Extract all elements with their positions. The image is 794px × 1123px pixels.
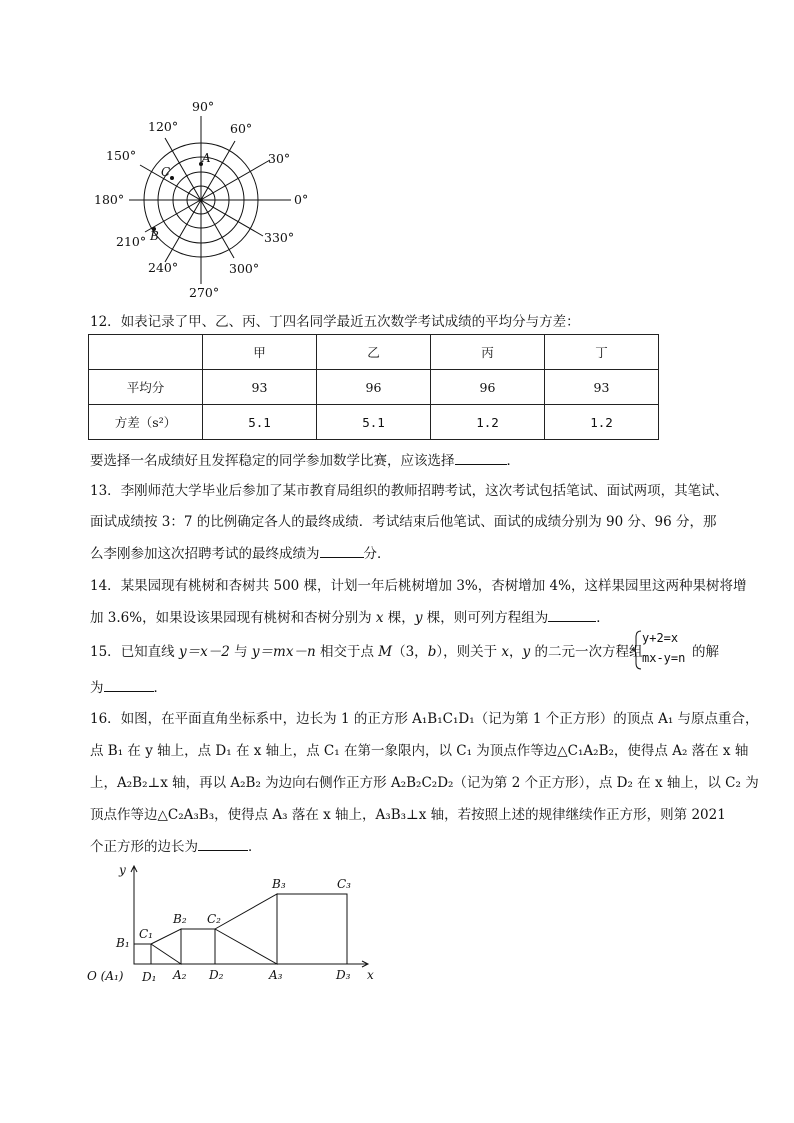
point-a-label: A: [202, 151, 211, 165]
angle-label-180: 180°: [94, 192, 125, 207]
q14-number: 14．: [90, 578, 121, 594]
q14-line1-text: 某果园现有桃树和杏树共 500 棵，计划一年后桃树增加 3%，杏树增加 4%，这样果园里这两种果树将增: [120, 578, 747, 594]
angle-label-270: 270°: [189, 285, 220, 300]
table-cell: 93: [545, 370, 659, 405]
q16-line5-end: ．: [248, 839, 262, 855]
coordinate-squares-figure: [84, 858, 384, 988]
angle-label-150: 150°: [106, 148, 137, 163]
q15-line-2: [90, 677, 167, 698]
q12-answer-blank[interactable]: [455, 450, 507, 465]
table-cell: 96: [317, 370, 431, 405]
q15-t3: 相交于点: [315, 644, 379, 660]
q12-end: ．: [506, 453, 520, 469]
q13-number: 13．: [90, 483, 121, 499]
ray-120-300: [165, 138, 234, 258]
q14-var-x: x: [375, 610, 384, 626]
table-cell: 1.2: [431, 405, 545, 440]
q15-point-m: M: [378, 644, 393, 660]
triangle-1: [151, 929, 181, 964]
q13-line2-text: 面试成绩按 3：7 的比例确定各人的最终成绩．考试结束后他笔试、面试的成绩分别为 90 分、96 分，那: [90, 514, 717, 530]
q15-var-y: y: [522, 644, 531, 660]
table-header-empty: [89, 335, 203, 370]
table-header-ding: 丁: [545, 335, 659, 370]
q14-var-y: y: [414, 610, 423, 626]
q12-answer-line: [90, 450, 520, 471]
q16-line-1: [90, 709, 759, 729]
table-header-bing: 丙: [431, 335, 545, 370]
ray-60-240: [165, 141, 235, 262]
q16-answer-blank[interactable]: [198, 836, 248, 851]
q15-b: b: [427, 644, 437, 660]
q16-line-2: [90, 741, 748, 761]
q15-t5: ），则关于: [436, 644, 502, 660]
q15-system-eq2: mx-y=n: [642, 651, 686, 665]
angle-label-90: 90°: [192, 99, 215, 114]
origin-label: O (A₁): [87, 969, 124, 983]
q12-number: 12．: [90, 314, 121, 330]
angle-label-0: 0°: [294, 192, 309, 207]
table-row-average: [89, 370, 659, 405]
point-c-dot: [170, 176, 174, 180]
point-c-label: C: [161, 165, 171, 179]
label-a3: A₃: [269, 968, 283, 982]
q16-line-5: [90, 836, 262, 857]
point-b-label: B: [150, 229, 159, 243]
table-cell: 1.2: [545, 405, 659, 440]
q15-t4: （3，: [392, 644, 428, 660]
q15-line2-end: ．: [153, 680, 167, 696]
q16-line1-text: 如图，在平面直角坐标系中，边长为 1 的正方形 A₁B₁C₁D₁（记为第 1 个正方形）的顶点 A₁ 与原点重合，: [120, 711, 759, 727]
q16-line-3: [90, 773, 759, 793]
table-header-yi: 乙: [317, 335, 431, 370]
angle-label-240: 240°: [148, 260, 179, 275]
angle-label-30: 30°: [268, 151, 291, 166]
table-cell: 93: [203, 370, 317, 405]
label-c2: C₂: [207, 912, 221, 926]
q13-line3-text: 么李刚参加这次招聘考试的最终成绩为: [90, 546, 320, 562]
q15-var-x: x: [501, 644, 510, 660]
q14-line2-text-b: 棵，: [383, 610, 415, 626]
label-c3: C₃: [337, 877, 351, 891]
q16-line2-text: 点 B₁ 在 y 轴上，点 D₁ 在 x 轴上，点 C₁ 在第一象限内，以 C₁ 为顶点作等边△C₁A₂B₂，使得点 A₂ 落在 x 轴: [90, 743, 749, 759]
triangle-2: [215, 894, 277, 964]
q15-number: 15．: [90, 644, 121, 660]
q13-line3-end: 分．: [363, 546, 391, 562]
table-header-jia: 甲: [203, 335, 317, 370]
angle-label-330: 330°: [264, 230, 295, 245]
polar-coordinate-figure: [88, 96, 328, 306]
angle-label-210: 210°: [116, 234, 147, 249]
table-header-row: [89, 335, 659, 370]
q13-line-2: [90, 512, 717, 532]
q13-answer-blank[interactable]: [320, 543, 364, 558]
label-c1: C₁: [139, 927, 153, 941]
angle-label-300: 300°: [229, 261, 260, 276]
q15-answer-blank[interactable]: [104, 677, 154, 692]
table-cell: 5.1: [317, 405, 431, 440]
q14-line2-text-c: 棵，则可列方程组为: [422, 610, 549, 626]
table-cell: 96: [431, 370, 545, 405]
q12-stats-table: [88, 334, 659, 440]
q15-line2-text: 为: [90, 680, 104, 696]
q15-eq1: y＝x－2: [178, 644, 230, 660]
q15-brace-icon: [632, 630, 642, 670]
q13-line-3: [90, 543, 391, 564]
q15-t2: 与: [229, 644, 252, 660]
label-d1: D₁: [142, 970, 157, 984]
q13-line1-text: 李刚师范大学毕业后参加了某市教育局组织的教师招聘考试，这次考试包括笔试、面试两项，其笔试、: [120, 483, 729, 499]
q16-number: 16．: [90, 711, 121, 727]
q12-after-text: 要选择一名成绩好且发挥稳定的同学参加数学比赛，应该选择: [90, 453, 455, 469]
label-a2: A₂: [173, 968, 187, 982]
q13-line-1: [90, 481, 728, 501]
q15-t6: ，: [509, 644, 523, 660]
angle-label-60: 60°: [230, 121, 253, 136]
q16-line3-text: 上，A₂B₂⊥x 轴，再以 A₂B₂ 为边向右侧作正方形 A₂B₂C₂D₂（记为第 2 个正方形），点 D₂ 在 x 轴上，以 C₂ 为: [90, 775, 759, 791]
q16-line-4: [90, 805, 726, 825]
q14-line2-end: ．: [596, 610, 610, 626]
q15-t7: 的二元一次方程组: [530, 644, 643, 660]
q14-line-1: [90, 576, 746, 596]
label-b3: B₃: [272, 877, 286, 891]
q15-line-1: [90, 642, 642, 662]
label-d2: D₂: [209, 968, 224, 982]
q14-line2-text-a: 加 3.6%，如果设该果园现有桃树和杏树分别为: [90, 610, 376, 626]
q15-t8: 的解: [692, 644, 719, 660]
q14-answer-blank[interactable]: [548, 607, 596, 622]
label-d3: D₃: [336, 968, 351, 982]
y-axis-label: y: [119, 863, 126, 877]
q15-system-eq1: y+2=x: [642, 631, 679, 645]
table-row-variance: [89, 405, 659, 440]
q12-text: 如表记录了甲、乙、丙、丁四名同学最近五次数学考试成绩的平均分与方差：: [120, 314, 580, 330]
q16-line5-text: 个正方形的边长为: [90, 839, 198, 855]
square-1: [134, 944, 151, 964]
label-b2: B₂: [173, 912, 187, 926]
q15-eq2: y＝mx－n: [251, 644, 316, 660]
q12-stem: [90, 312, 580, 332]
q16-line4-text: 顶点作等边△C₂A₃B₃，使得点 A₃ 落在 x 轴上，A₃B₃⊥x 轴，若按照上述的规律继续作正方形，则第 2021: [90, 807, 726, 823]
label-b1: B₁: [116, 936, 130, 950]
table-row-label: 方差（s²）: [89, 405, 203, 440]
table-row-label: 平均分: [89, 370, 203, 405]
table-cell: 5.1: [203, 405, 317, 440]
x-axis-label: x: [367, 968, 374, 982]
q15-t1: 已知直线: [120, 644, 179, 660]
angle-label-120: 120°: [148, 119, 179, 134]
square-3: [277, 894, 347, 964]
square-2: [181, 929, 215, 964]
q14-line-2: [90, 607, 610, 628]
